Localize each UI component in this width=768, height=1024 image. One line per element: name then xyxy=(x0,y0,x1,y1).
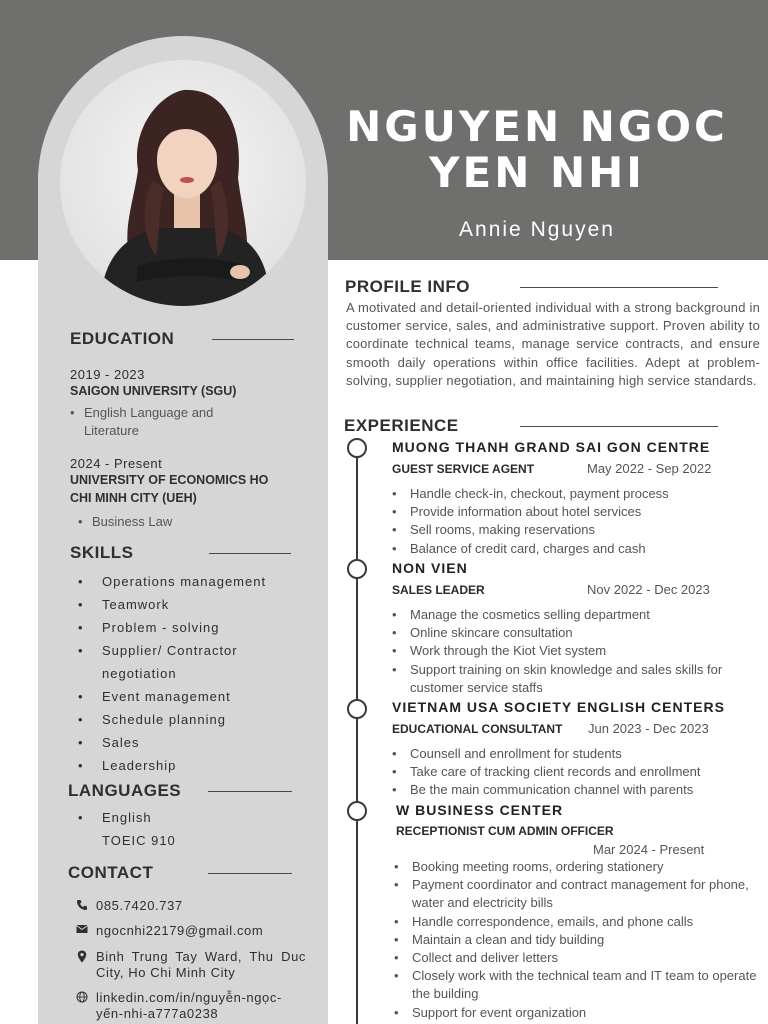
job-tasks xyxy=(392,745,762,800)
task-item: • Counsell and enrollment for students xyxy=(392,745,762,763)
skills-title: SKILLS xyxy=(70,543,134,562)
job-tasks xyxy=(394,858,762,1022)
full-name xyxy=(328,104,746,196)
job-dates: Mar 2024 - Present xyxy=(593,842,705,857)
task-item: • Closely work with the technical team and IT team to operate the building xyxy=(394,967,762,1003)
job-company: MUONG THANH GRAND SAI GON CENTRE xyxy=(392,439,711,455)
contact-address xyxy=(74,949,306,981)
skill-item: • Supplier/ Contractor negotiation xyxy=(78,639,278,685)
task-item: • Support training on skin knowledge and sales skills for customer service staffs xyxy=(392,661,762,697)
task-item: • Sell rooms, making reservations xyxy=(392,521,762,539)
task-item: • Provide information about hotel services xyxy=(392,503,762,521)
profile-summary: A motivated and detail-oriented individual with a strong background in customer service, sales, and administrative support. Proven ability to coordinate technical teams, manage service contracts, and ensure smooth daily operations within office facilities. Adept at problem-solving, supplier negotiation, and maintaining high service standards. xyxy=(346,300,760,388)
experience-timeline xyxy=(356,448,358,1024)
contact-divider xyxy=(208,873,292,874)
task-item: • Work through the Kiot Viet system xyxy=(392,642,762,660)
timeline-dot xyxy=(347,438,367,458)
education-title: EDUCATION xyxy=(70,329,175,348)
experience-title: EXPERIENCE xyxy=(344,416,459,435)
task-item: • Balance of credit card, charges and cash xyxy=(392,540,762,558)
job-role: RECEPTIONIST CUM ADMIN OFFICER xyxy=(396,824,614,838)
task-item: • Handle correspondence, emails, and phone calls xyxy=(394,913,762,931)
job-role: GUEST SERVICE AGENT xyxy=(392,462,535,476)
education-years: 2019 - 2023 xyxy=(70,367,145,382)
task-item: • Online skincare consultation xyxy=(392,624,762,642)
name-line-2: YEN NHI xyxy=(429,148,645,197)
task-item: • Support for event organization xyxy=(394,1004,762,1022)
phone-number[interactable]: 085.7420.737 xyxy=(96,898,183,913)
task-item: • Collect and deliver letters xyxy=(394,949,762,967)
phone-icon xyxy=(74,899,90,914)
linkedin-url[interactable]: linkedin.com/in/nguyễn-ngọc-yến-nhi-a777a0238 xyxy=(96,990,282,1021)
job-company: W BUSINESS CENTER xyxy=(396,802,564,818)
job-tasks xyxy=(392,485,762,558)
education-field: • English Language and Literature xyxy=(70,404,240,440)
skill-item: • Operations management xyxy=(78,570,308,593)
task-item: • Maintain a clean and tidy building xyxy=(394,931,762,949)
education-item xyxy=(70,367,300,440)
education-item xyxy=(70,456,300,531)
timeline-dot xyxy=(347,801,367,821)
email-address[interactable]: ngocnhi22179@gmail.com xyxy=(96,923,264,938)
contact-linkedin xyxy=(74,990,306,1022)
education-school: SAIGON UNIVERSITY (SGU) xyxy=(70,384,237,398)
profile-divider xyxy=(520,287,718,288)
education-years: 2024 - Present xyxy=(70,456,163,471)
skill-item: • Teamwork xyxy=(78,593,308,616)
task-item: • Be the main communication channel with parents xyxy=(392,781,762,799)
language-item: • English xyxy=(78,806,298,829)
job-tasks xyxy=(392,606,762,697)
skills-divider xyxy=(209,553,291,554)
languages-list xyxy=(78,806,298,852)
contact-phone xyxy=(74,898,306,914)
address-text: Binh Trung Tay Ward, Thu Duc City, Ho Chi Minh City xyxy=(96,949,306,980)
globe-icon xyxy=(74,991,90,1006)
education-divider xyxy=(212,339,294,340)
task-item: • Take care of tracking client records and enrollment xyxy=(392,763,762,781)
job-role: SALES LEADER xyxy=(392,583,485,597)
skill-item: • Sales xyxy=(78,731,308,754)
job-dates: May 2022 - Sep 2022 xyxy=(587,461,712,476)
task-item: • Manage the cosmetics selling department xyxy=(392,606,762,624)
education-school: UNIVERSITY OF ECONOMICS HO CHI MINH CITY (UEH) xyxy=(70,473,269,505)
job-dates: Nov 2022 - Dec 2023 xyxy=(587,582,710,597)
timeline-dot xyxy=(347,699,367,719)
skill-item: • Leadership xyxy=(78,754,308,777)
portrait-illustration xyxy=(60,60,306,306)
contact-email xyxy=(74,923,306,939)
timeline-dot xyxy=(347,559,367,579)
skills-list xyxy=(78,570,308,777)
skill-item: • Schedule planning xyxy=(78,708,308,731)
language-certificate: TOEIC 910 xyxy=(102,833,176,848)
name-line-1: NGUYEN NGOC xyxy=(346,102,728,151)
task-item: • Handle check-in, checkout, payment process xyxy=(392,485,762,503)
skill-item: • Problem - solving xyxy=(78,616,308,639)
nickname: Annie Nguyen xyxy=(459,218,615,241)
mail-icon xyxy=(74,924,90,937)
profile-photo xyxy=(60,60,306,306)
job-dates: Jun 2023 - Dec 2023 xyxy=(588,721,709,736)
contact-title: CONTACT xyxy=(68,863,154,882)
profile-title: PROFILE INFO xyxy=(345,277,470,296)
location-pin-icon xyxy=(74,950,90,966)
job-company: VIETNAM USA SOCIETY ENGLISH CENTERS xyxy=(392,699,725,715)
task-item: • Booking meeting rooms, ordering stationery xyxy=(394,858,762,876)
languages-title: LANGUAGES xyxy=(68,781,182,800)
education-field: • Business Law xyxy=(78,513,300,531)
experience-divider xyxy=(520,426,718,427)
job-role: EDUCATIONAL CONSULTANT xyxy=(392,722,563,736)
task-item: • Payment coordinator and contract management for phone, water and electricity bills xyxy=(394,876,762,912)
job-company: NON VIEN xyxy=(392,560,468,576)
skill-item: • Event management xyxy=(78,685,308,708)
languages-divider xyxy=(208,791,292,792)
